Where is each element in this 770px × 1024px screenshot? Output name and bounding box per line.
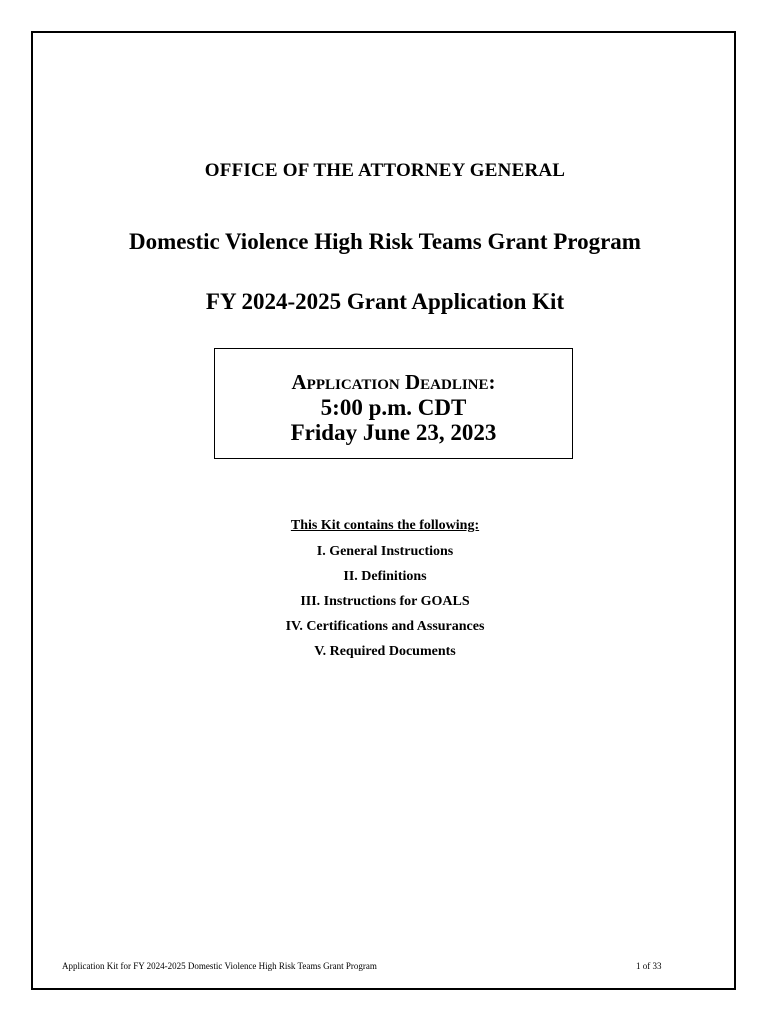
program-title: Domestic Violence High Risk Teams Grant Program — [129, 229, 641, 254]
kit-title: FY 2024-2025 Grant Application Kit — [205, 289, 565, 314]
contents-heading: This Kit contains the following: — [290, 518, 480, 533]
contents-list — [0, 517, 770, 668]
office-title: OFFICE OF THE ATTORNEY GENERAL — [204, 160, 566, 181]
footer-title: Application Kit for FY 2024-2025 Domestic Violence High Risk Teams Grant Program — [62, 961, 377, 971]
contents-item-general-instructions: I. General Instructions — [316, 544, 454, 559]
contents-item-required-documents: V. Required Documents — [314, 644, 456, 659]
contents-item-definitions: II. Definitions — [343, 569, 427, 584]
deadline-label: Application Deadline: — [291, 370, 496, 394]
deadline-date: Friday June 23, 2023 — [290, 420, 497, 445]
page-number: 1 of 33 — [636, 961, 662, 971]
contents-item-goals-instructions: III. Instructions for GOALS — [300, 594, 470, 609]
deadline-box — [214, 348, 573, 459]
deadline-time: 5:00 p.m. CDT — [320, 395, 467, 420]
contents-item-certifications: IV. Certifications and Assurances — [285, 619, 485, 634]
